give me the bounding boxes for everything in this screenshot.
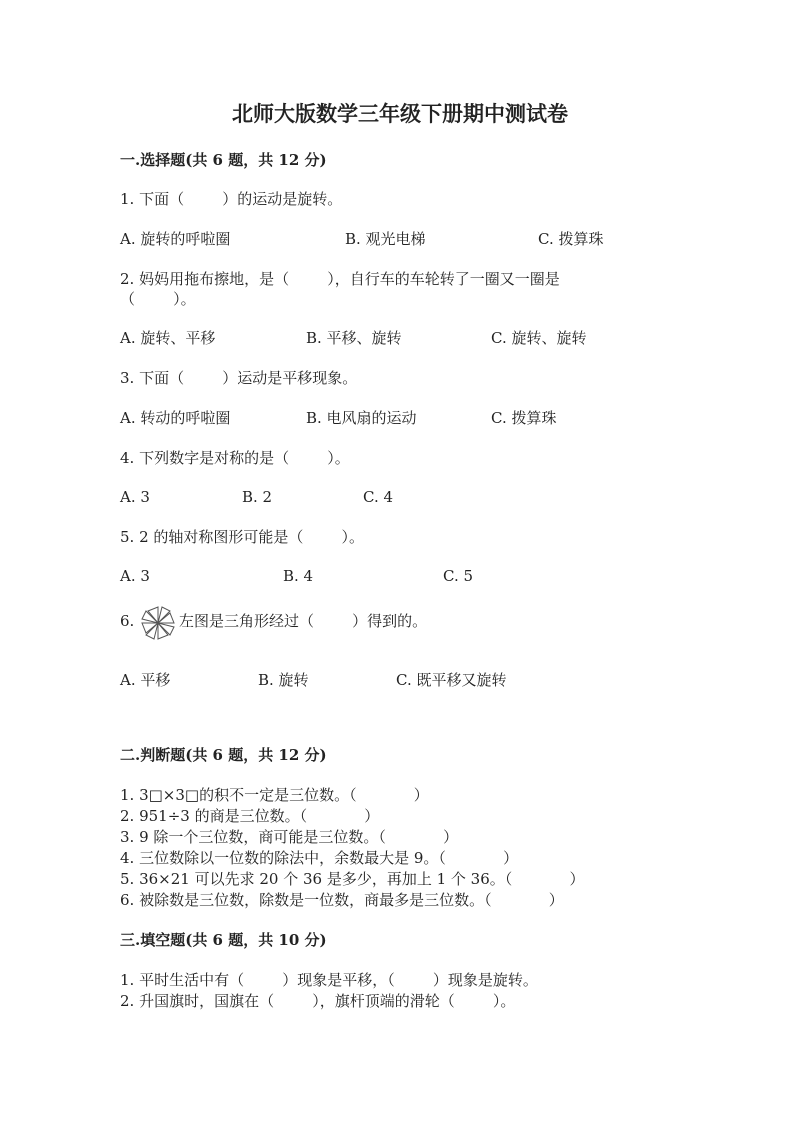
question-stem: 4. 下列数字是对称的是（ ）。 — [120, 449, 350, 467]
option-b: B. 2 — [242, 488, 273, 506]
judgement-item: 5. 36×21 可以先求 20 个 36 是多少，再加上 1 个 36。（ ） — [120, 870, 585, 888]
option-b: B. 旋转 — [258, 671, 309, 689]
option-b: B. 观光电梯 — [345, 230, 426, 248]
question-stem: 左图是三角形经过（ ）得到的。 — [179, 612, 428, 630]
option-b: B. 平移、旋转 — [306, 329, 402, 347]
judgement-item: 4. 三位数除以一位数的除法中，余数最大是 9。（ ） — [120, 849, 519, 867]
question-stem-continued: （ ）。 — [120, 290, 196, 308]
question-stem: 1. 下面（ ）的运动是旋转。 — [120, 190, 343, 208]
question-number: 6. — [120, 612, 135, 630]
option-a: A. 3 — [120, 567, 150, 585]
section-heading-fill-in: 三.填空题(共 6 题，共 10 分) — [120, 931, 327, 949]
judgement-item: 2. 951÷3 的商是三位数。（ ） — [120, 807, 380, 825]
judgement-item: 1. 3□×3□的积不一定是三位数。（ ） — [120, 786, 429, 804]
option-a: A. 旋转、平移 — [120, 329, 216, 347]
option-a: A. 旋转的呼啦圈 — [120, 230, 231, 248]
option-c: C. 既平移又旋转 — [396, 671, 507, 689]
option-a: A. 3 — [120, 488, 150, 506]
option-c: C. 拨算珠 — [538, 230, 604, 248]
option-a: A. 转动的呼啦圈 — [120, 409, 231, 427]
option-c: C. 拨算珠 — [491, 409, 557, 427]
judgement-item: 3. 9 除一个三位数，商可能是三位数。（ ） — [120, 828, 459, 846]
section-heading-judgement: 二.判断题(共 6 题，共 12 分) — [120, 746, 327, 764]
windmill-figure-icon — [140, 605, 176, 641]
fill-in-item: 1. 平时生活中有（ ）现象是平移，（ ）现象是旋转。 — [120, 971, 538, 989]
option-b: B. 4 — [283, 567, 314, 585]
fill-in-item: 2. 升国旗时，国旗在（ ），旗杆顶端的滑轮（ ）。 — [120, 992, 516, 1010]
option-a: A. 平移 — [120, 671, 171, 689]
question-stem: 3. 下面（ ）运动是平移现象。 — [120, 369, 358, 387]
question-stem: 2. 妈妈用拖布擦地，是（ ），自行车的车轮转了一圈又一圈是 — [120, 270, 560, 288]
option-b: B. 电风扇的运动 — [306, 409, 417, 427]
option-c: C. 旋转、旋转 — [491, 329, 587, 347]
page-title: 北师大版数学三年级下册期中测试卷 — [232, 101, 568, 126]
option-c: C. 5 — [443, 567, 474, 585]
question-stem: 5. 2 的轴对称图形可能是（ ）。 — [120, 528, 365, 546]
section-heading-choice: 一.选择题(共 6 题，共 12 分) — [120, 151, 327, 169]
option-c: C. 4 — [363, 488, 394, 506]
judgement-item: 6. 被除数是三位数，除数是一位数，商最多是三位数。（ ） — [120, 891, 564, 909]
